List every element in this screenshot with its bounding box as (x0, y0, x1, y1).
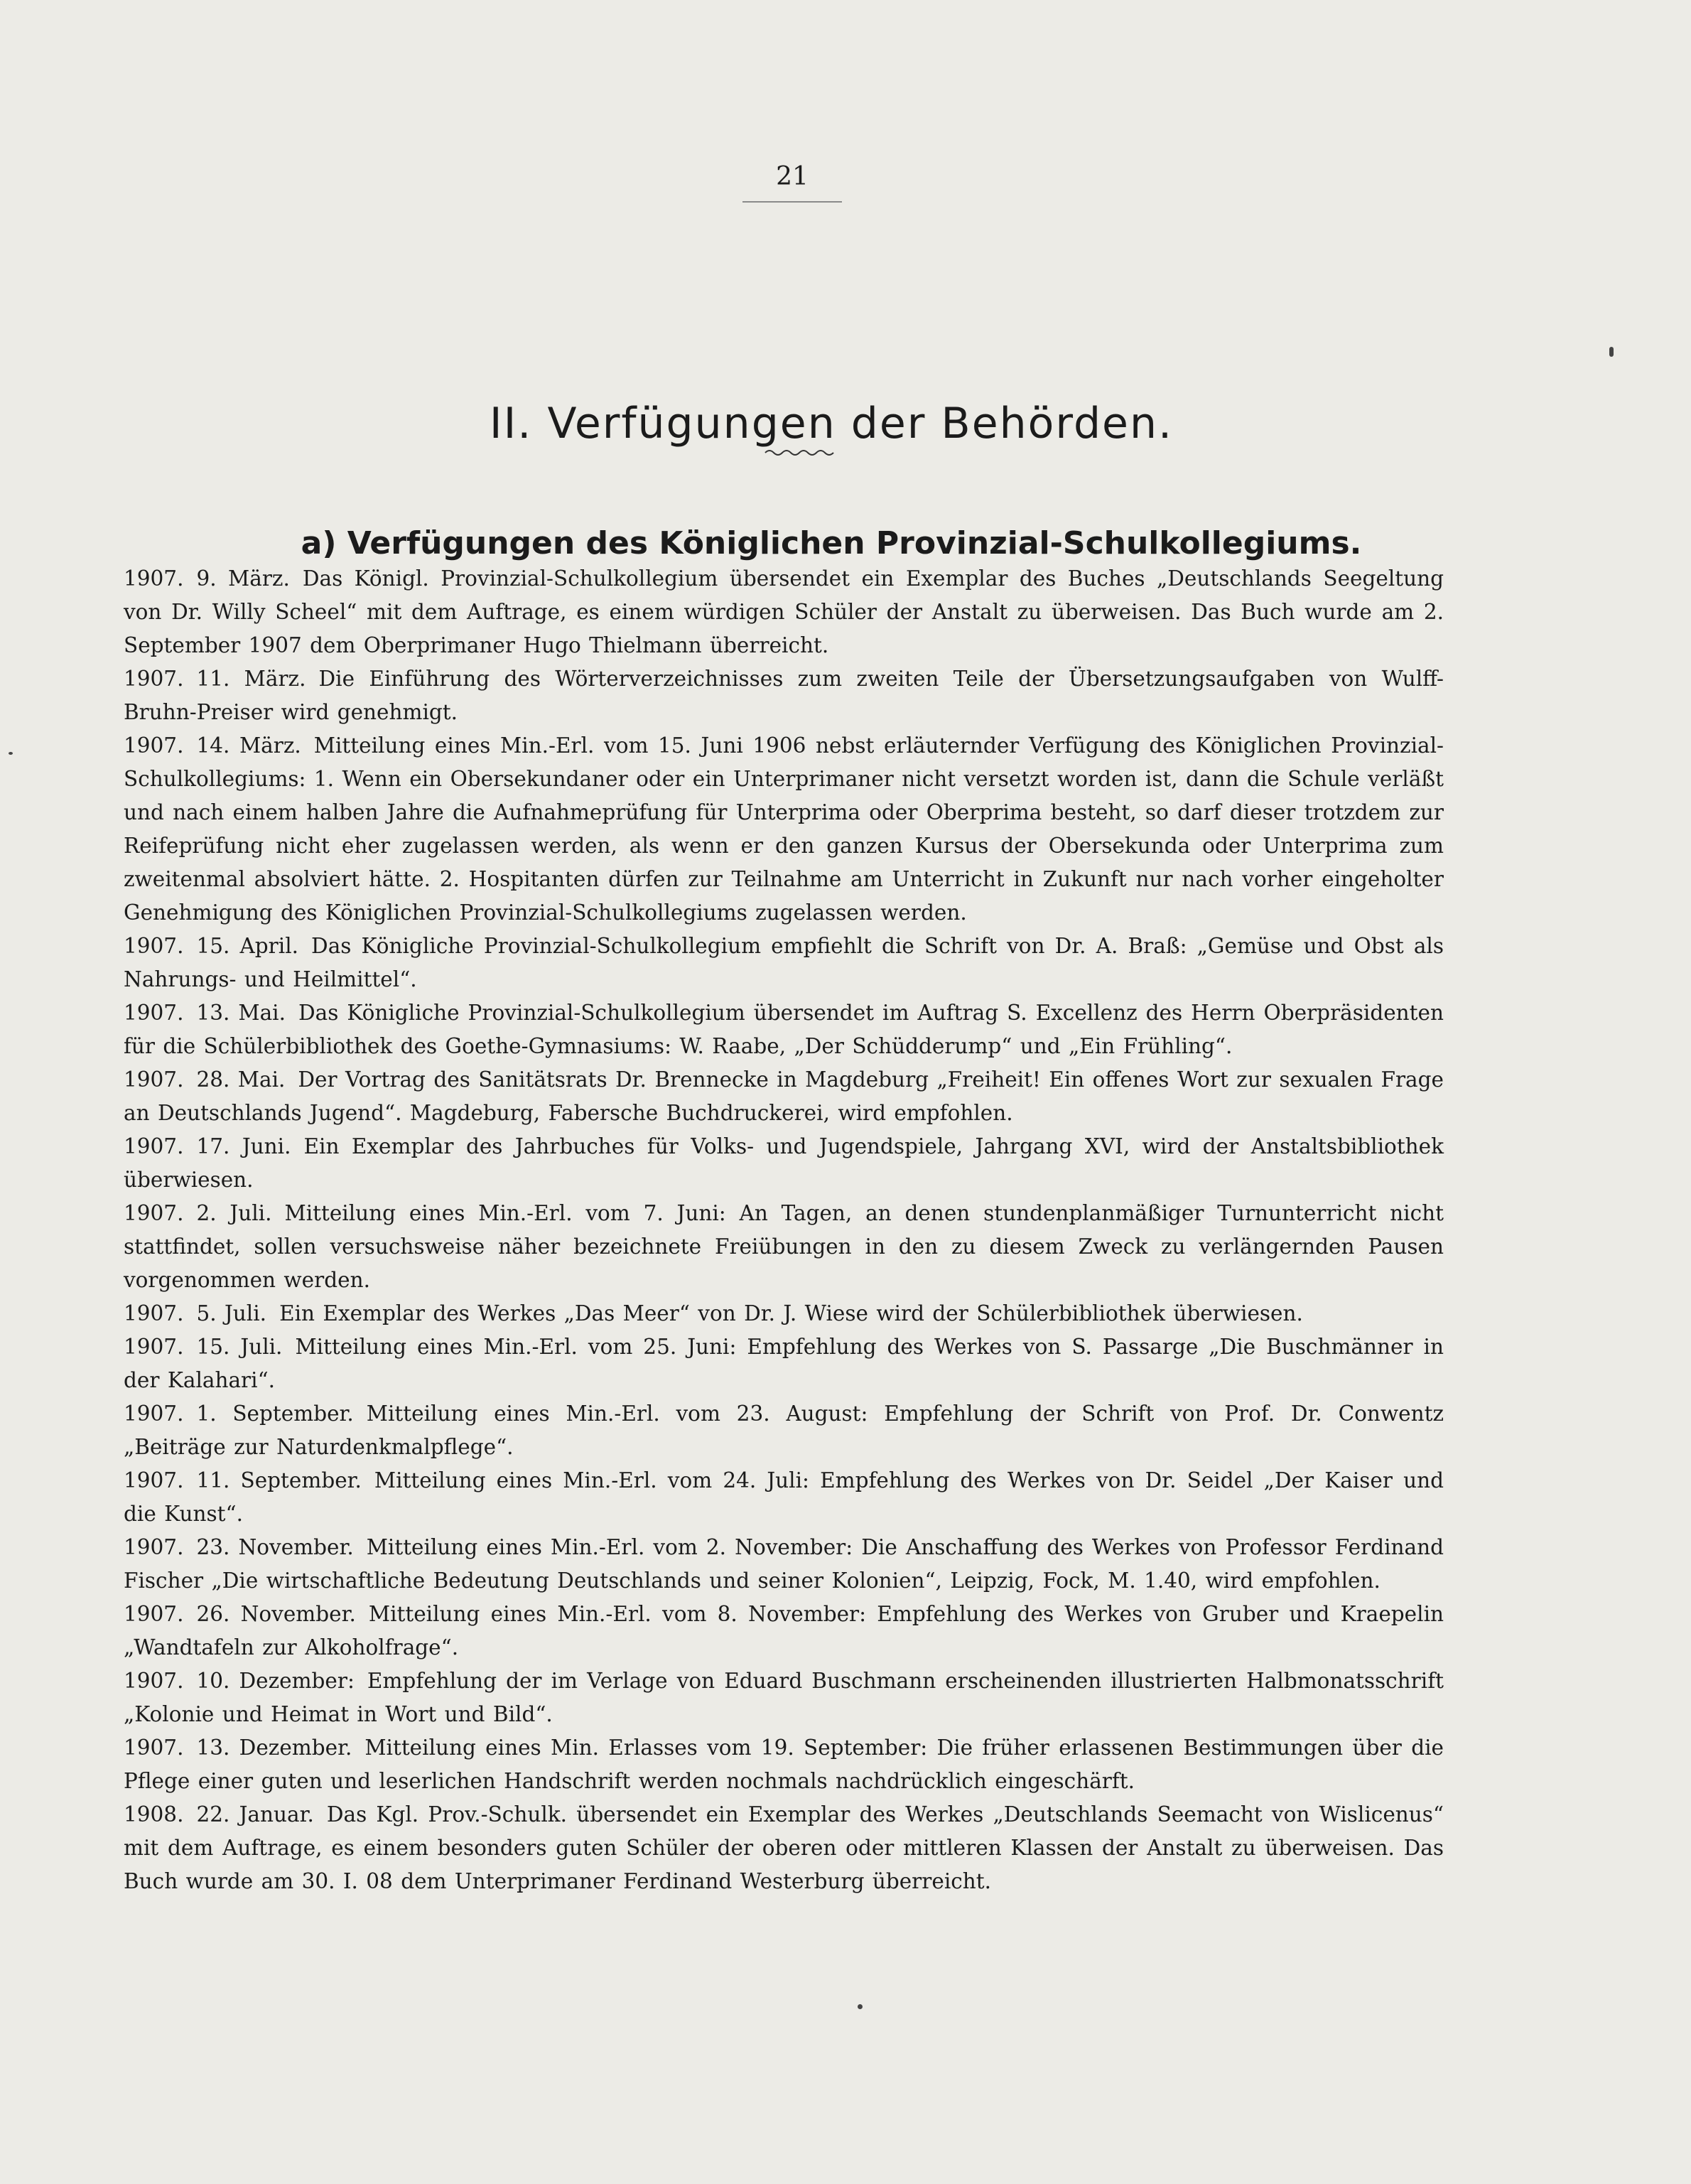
entry-date: 15. Juli. (196, 1335, 283, 1359)
entry-text: Ein Exemplar des Werkes „Das Meer“ von Dr. J. Wiese wird der Schülerbibliothek überwiesen. (279, 1301, 1303, 1325)
main-title: II. Verfügungen der Behörden. (489, 399, 1174, 449)
decree-entry (124, 1464, 1444, 1531)
entry-year: 1907. (124, 1134, 184, 1158)
entry-text: Mitteilung eines Min.-Erl. vom 8. November: Empfehlung des Werkes von Gruber und Kraepelin „Wandtafeln zur Alkoholfrage“. (124, 1602, 1444, 1659)
decree-list (124, 562, 1444, 1898)
decree-entry (124, 1531, 1444, 1598)
entry-date: 10. Dezember: (196, 1669, 355, 1693)
decree-entry (124, 1197, 1444, 1297)
entry-text: Die Einführung des Wörterverzeichnisses zum zweiten Teile der Übersetzungsaufgaben von Wulff-Bruhn-Preiser wird genehmigt. (124, 667, 1444, 724)
entry-text: Das Königliche Provinzial-Schulkollegium empfiehlt die Schrift von Dr. A. Braß: „Gemüse und Obst als Nahrungs- und Heilmittel“. (124, 934, 1444, 991)
decree-entry (124, 1598, 1444, 1664)
decree-entry (124, 1063, 1444, 1130)
entry-year: 1907. (124, 1602, 184, 1626)
decree-entry (124, 1798, 1444, 1898)
entry-year: 1907. (124, 1301, 184, 1325)
entry-year: 1907. (124, 1402, 184, 1426)
decree-entry (124, 1397, 1444, 1464)
entry-text: Mitteilung eines Min.-Erl. vom 25. Juni: Empfehlung des Werkes von S. Passarge „Die Buschmänner in der Kalahari“. (124, 1335, 1444, 1392)
entry-date: 22. Januar. (196, 1802, 314, 1827)
scan-speck (9, 752, 13, 755)
entry-date: 11. März. (196, 667, 306, 691)
scan-speck (1609, 347, 1614, 357)
entry-year: 1908. (124, 1802, 184, 1827)
entry-text: Der Vortrag des Sanitätsrats Dr. Brennecke in Magdeburg „Freiheit! Ein offenes Wort zur sexualen Frage an Deutschlands Jugend“. Magdeburg, Fabersche Buchdruckerei, wird empfohlen. (124, 1067, 1444, 1125)
entry-text: Mitteilung eines Min.-Erl. vom 24. Juli: Empfehlung des Werkes von Dr. Seidel „Der Kaiser und die Kunst“. (124, 1468, 1444, 1526)
entry-date: 28. Mai. (196, 1067, 286, 1092)
entry-date: 17. Juni. (196, 1134, 291, 1158)
entry-text: Mitteilung eines Min.-Erl. vom 2. November: Die Anschaffung des Werkes von Professor Ferdinand Fischer „Die wirtschaftliche Bedeutung Deutschlands und seiner Kolonien“, Leipzig, Fock, M. 1.40, wird empfohlen. (124, 1535, 1444, 1593)
decree-entry (124, 662, 1444, 729)
entry-text: Mitteilung eines Min.-Erl. vom 23. August: Empfehlung der Schrift von Prof. Dr. Conwentz „Beiträge zur Naturdenkmalpflege“. (124, 1402, 1444, 1459)
entry-text: Das Königl. Provinzial-Schulkollegium übersendet ein Exemplar des Buches „Deutschlands Seegeltung von Dr. Willy Scheel“ mit dem Auftrage, es einem würdigen Schüler der Anstalt zu überweisen. Das Buch wurde am 2. September 1907 dem Oberprimaner Hugo Thielmann überreicht. (124, 566, 1444, 657)
entry-date: 13. Dezember. (196, 1736, 352, 1760)
decree-entry (124, 562, 1444, 662)
entry-date: 13. Mai. (196, 1001, 286, 1025)
decree-entry (124, 930, 1444, 996)
entry-date: 1. September. (196, 1402, 354, 1426)
decree-entry (124, 1330, 1444, 1397)
entry-year: 1907. (124, 934, 184, 958)
entry-year: 1907. (124, 1001, 184, 1025)
entry-year: 1907. (124, 667, 184, 691)
entry-text: Das Königliche Provinzial-Schulkollegium übersendet im Auftrag S. Excellenz des Herrn Oberpräsidenten für die Schülerbibliothek des Goethe-Gymnasiums: W. Raabe, „Der Schüdderump“ und „Ein Frühling“. (124, 1001, 1444, 1058)
decree-entry (124, 996, 1444, 1063)
entry-date: 15. April. (196, 934, 299, 958)
entry-year: 1907. (124, 1535, 184, 1559)
entry-date: 2. Juli. (196, 1201, 272, 1225)
page-number-rule (742, 201, 842, 203)
entry-text: Mitteilung eines Min.-Erl. vom 7. Juni: An Tagen, an denen stundenplanmäßiger Turnunterricht nicht stattfindet, sollen versuchsweise näher bezeichnete Freiübungen in den zu diesem Zweck zu verlängernden Pausen vorgenommen werden. (124, 1201, 1444, 1292)
entry-text: Mitteilung eines Min. Erlasses vom 19. September: Die früher erlassenen Bestimmungen über die Pflege einer guten und leserlichen Handschrift werden nochmals nachdrücklich eingeschärft. (124, 1736, 1444, 1793)
entry-year: 1907. (124, 1736, 184, 1760)
entry-text: Das Kgl. Prov.-Schulk. übersendet ein Exemplar des Werkes „Deutschlands Seemacht von Wislicenus“ mit dem Auftrage, es einem besonders guten Schüler der oberen oder mittleren Klassen der Anstalt zu überweisen. Das Buch wurde am 30. I. 08 dem Unterprimaner Ferdinand Westerburg überreicht. (124, 1802, 1444, 1893)
entry-year: 1907. (124, 733, 184, 758)
decree-entry (124, 1297, 1444, 1330)
entry-year: 1907. (124, 1201, 184, 1225)
entry-date: 26. November. (196, 1602, 356, 1626)
entry-year: 1907. (124, 566, 184, 591)
entry-text: Ein Exemplar des Jahrbuches für Volks- und Jugendspiele, Jahrgang XVI, wird der Anstaltsbibliothek überwiesen. (124, 1134, 1444, 1192)
decree-entry (124, 729, 1444, 930)
entry-date: 5. Juli. (196, 1301, 267, 1325)
entry-text: Empfehlung der im Verlage von Eduard Buschmann erscheinenden illustrierten Halbmonatsschrift „Kolonie und Heimat in Wort und Bild“. (124, 1669, 1444, 1726)
decree-entry (124, 1731, 1444, 1798)
entry-text: Mitteilung eines Min.-Erl. vom 15. Juni 1906 nebst erläuternder Verfügung des Königlichen Provinzial-Schulkollegiums: 1. Wenn ein Obersekundaner oder ein Unterprimaner nicht versetzt worden ist, dann die Schule verläßt und nach einem halben Jahre die Aufnahmeprüfung für Unterprima oder Oberprima besteht, so darf dieser trotzdem zur Reifeprüfung nicht eher zugelassen werden, als wenn er den ganzen Kursus der Obersekunda oder Unterprima zum zweitenmal absolviert hätte. 2. Hospitanten dürfen zur Teilnahme am Unterricht in Zukunft nur nach vorher eingeholter Genehmigung des Königlichen Provinzial-Schulkollegiums zugelassen werden. (124, 733, 1444, 925)
scan-speck (858, 2004, 863, 2009)
entry-year: 1907. (124, 1468, 184, 1492)
entry-year: 1907. (124, 1067, 184, 1092)
entry-year: 1907. (124, 1669, 184, 1693)
entry-date: 14. März. (196, 733, 301, 758)
decree-entry (124, 1130, 1444, 1197)
entry-date: 11. September. (196, 1468, 362, 1492)
entry-year: 1907. (124, 1335, 184, 1359)
section-title: a) Verfügungen des Königlichen Provinzial-Schulkollegiums. (301, 525, 1362, 561)
entry-date: 9. März. (196, 566, 290, 591)
decree-entry (124, 1664, 1444, 1731)
entry-date: 23. November. (196, 1535, 354, 1559)
ornament-divider (764, 446, 835, 460)
page-number: 21 (776, 162, 809, 191)
